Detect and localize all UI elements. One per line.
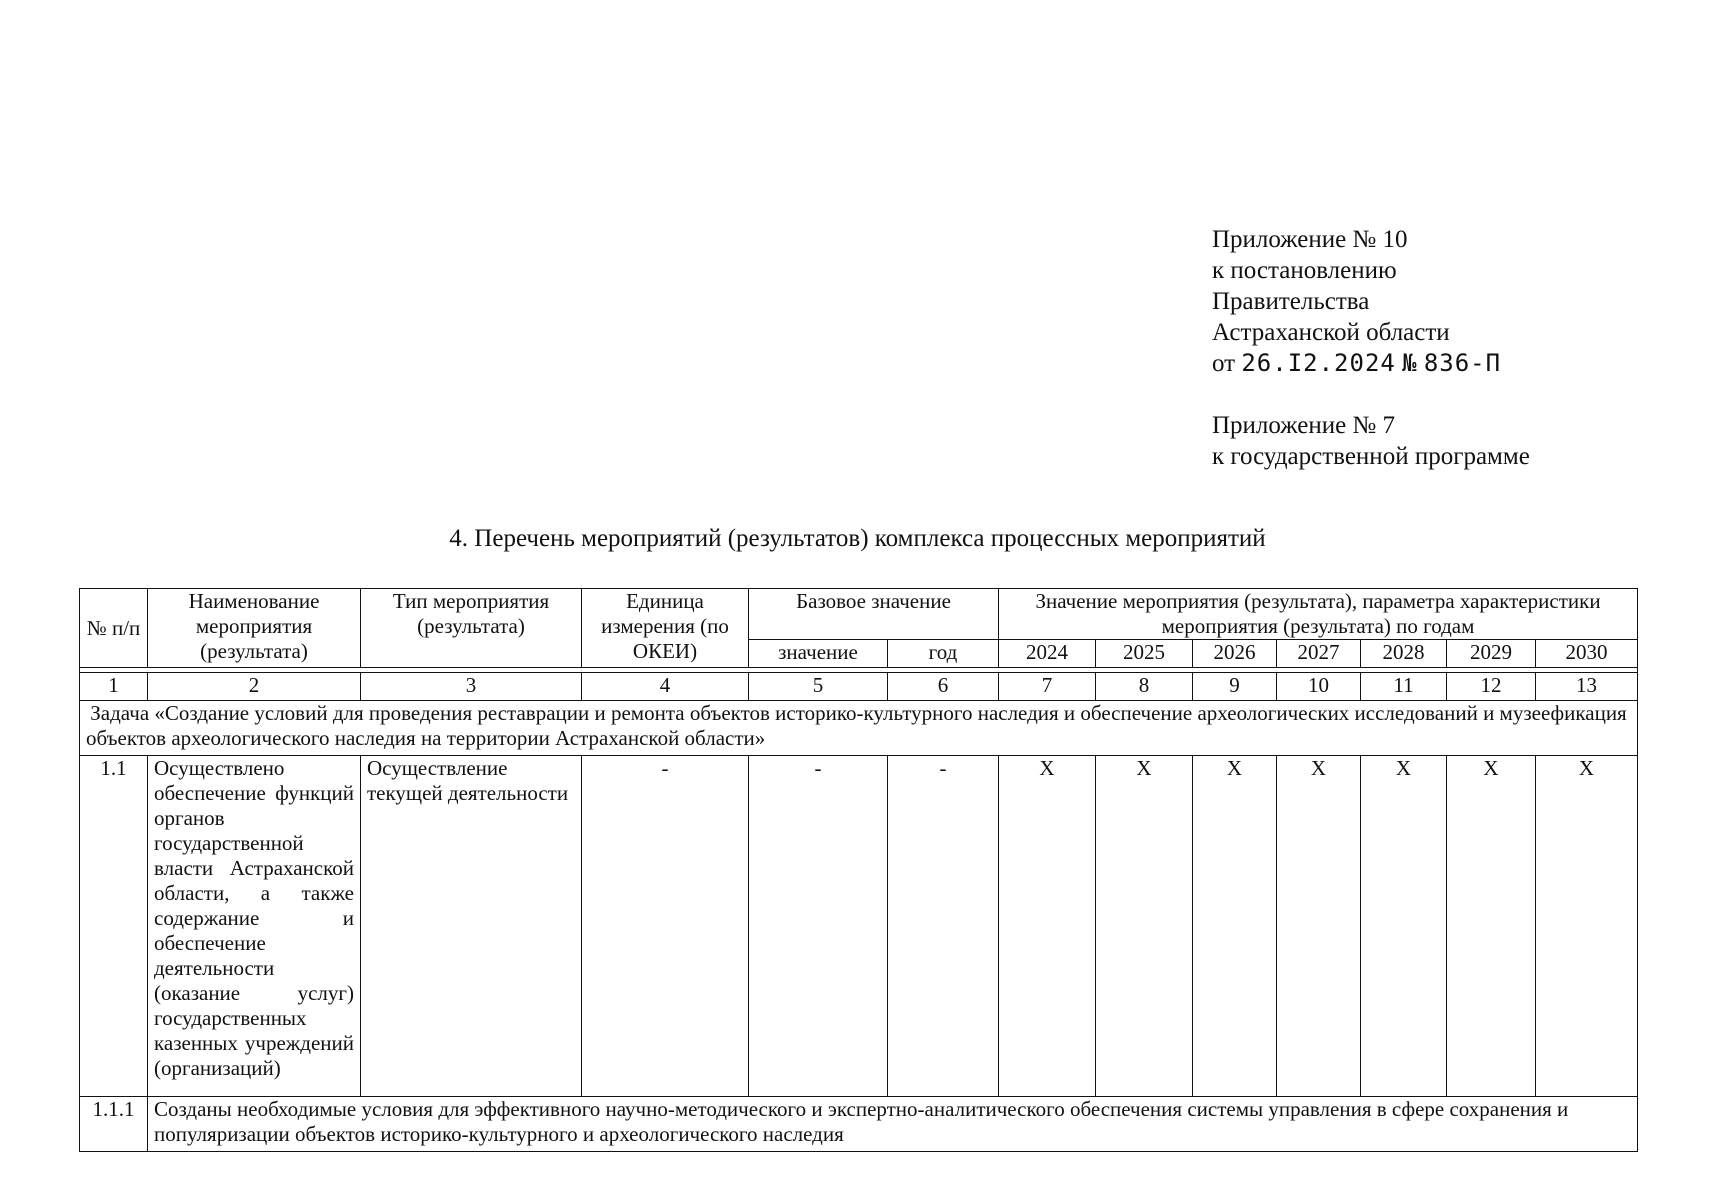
header-year: 2026 bbox=[1193, 640, 1277, 668]
header-name: Наименование мероприятия (результата) bbox=[148, 589, 361, 668]
column-number: 4 bbox=[582, 673, 749, 701]
column-number: 6 bbox=[888, 673, 999, 701]
column-number: 7 bbox=[999, 673, 1096, 701]
header-row-1 bbox=[80, 589, 1638, 640]
column-number: 8 bbox=[1096, 673, 1193, 701]
measure-base-value: - bbox=[749, 756, 888, 1097]
appendix-date-line bbox=[1212, 348, 1501, 379]
program-appendix-number: Приложение № 7 bbox=[1212, 412, 1396, 439]
column-number: 12 bbox=[1447, 673, 1536, 701]
header-year: 2029 bbox=[1447, 640, 1536, 668]
header-type: Тип мероприятия (результата) bbox=[361, 589, 582, 668]
appendix-program-block bbox=[1212, 410, 1530, 472]
task-row bbox=[80, 701, 1638, 756]
header-no: № п/п bbox=[80, 589, 148, 668]
year-value: Х bbox=[1193, 756, 1277, 1097]
column-numbers-row bbox=[80, 673, 1638, 701]
number-sign: № bbox=[1402, 349, 1418, 377]
task-text: Задача «Создание условий для проведения реставрации и ремонта объектов историко-культурного наследия и обеспечение археологических исследований и музеефикация объектов археологического наследия на территории Астраханской области» bbox=[80, 701, 1638, 756]
measure-unit: - bbox=[582, 756, 749, 1097]
appendix-number: Приложение № 10 bbox=[1212, 226, 1408, 253]
table-row bbox=[80, 1097, 1638, 1152]
appendix-government: Правительства bbox=[1212, 288, 1370, 315]
date-prefix: от bbox=[1212, 350, 1236, 377]
measure-base-year: - bbox=[888, 756, 999, 1097]
year-value: Х bbox=[1277, 756, 1361, 1097]
column-number: 5 bbox=[749, 673, 888, 701]
header-unit: Единица измерения (по ОКЕИ) bbox=[582, 589, 749, 668]
result-text: Созданы необходимые условия для эффективного научно-методического и экспертно-аналитического обеспечения системы управления в сфере сохранения и популяризации объектов историко-культурного и археологического наследия bbox=[148, 1097, 1638, 1152]
header-year: 2028 bbox=[1361, 640, 1447, 668]
column-number: 11 bbox=[1361, 673, 1447, 701]
column-number: 1 bbox=[80, 673, 148, 701]
header-year: 2030 bbox=[1536, 640, 1638, 668]
measure-name: Осуществлено обеспечение функций органов государственной власти Астраханской области, а также содержание и обеспечение деятельности (оказание услуг) государственных казенных учреждений (организаций) bbox=[148, 756, 361, 1097]
year-value: Х bbox=[1096, 756, 1193, 1097]
page-title: 4. Перечень мероприятий (результатов) комплекса процессных мероприятий bbox=[449, 525, 1266, 552]
appendix-to-resolution: к постановлению bbox=[1212, 257, 1397, 284]
resolution-number: 836-П bbox=[1423, 349, 1502, 377]
table-row bbox=[80, 756, 1638, 1097]
header-base: Базовое значение bbox=[749, 589, 999, 640]
measures-table bbox=[79, 588, 1638, 1152]
year-value: Х bbox=[1536, 756, 1638, 1097]
appendix-main-block bbox=[1212, 224, 1501, 379]
year-value: Х bbox=[1361, 756, 1447, 1097]
column-number: 10 bbox=[1277, 673, 1361, 701]
program-appendix-label: к государственной программе bbox=[1212, 443, 1530, 470]
year-value: Х bbox=[999, 756, 1096, 1097]
column-number: 9 bbox=[1193, 673, 1277, 701]
year-value: Х bbox=[1447, 756, 1536, 1097]
resolution-date: 26.I2.2024 bbox=[1241, 349, 1396, 377]
column-number: 2 bbox=[148, 673, 361, 701]
row-number: 1.1.1 bbox=[80, 1097, 148, 1152]
column-number: 3 bbox=[361, 673, 582, 701]
header-year: 2027 bbox=[1277, 640, 1361, 668]
measure-type: Осуществление текущей деятельности bbox=[361, 756, 582, 1097]
column-number: 13 bbox=[1536, 673, 1638, 701]
header-values: Значение мероприятия (результата), параметра характеристики мероприятия (результата) по годам bbox=[999, 589, 1638, 640]
header-year: 2024 bbox=[999, 640, 1096, 668]
appendix-region: Астраханской области bbox=[1212, 319, 1450, 346]
header-year: 2025 bbox=[1096, 640, 1193, 668]
header-base-year: год bbox=[888, 640, 999, 668]
row-number: 1.1 bbox=[80, 756, 148, 1097]
header-base-value: значение bbox=[749, 640, 888, 668]
